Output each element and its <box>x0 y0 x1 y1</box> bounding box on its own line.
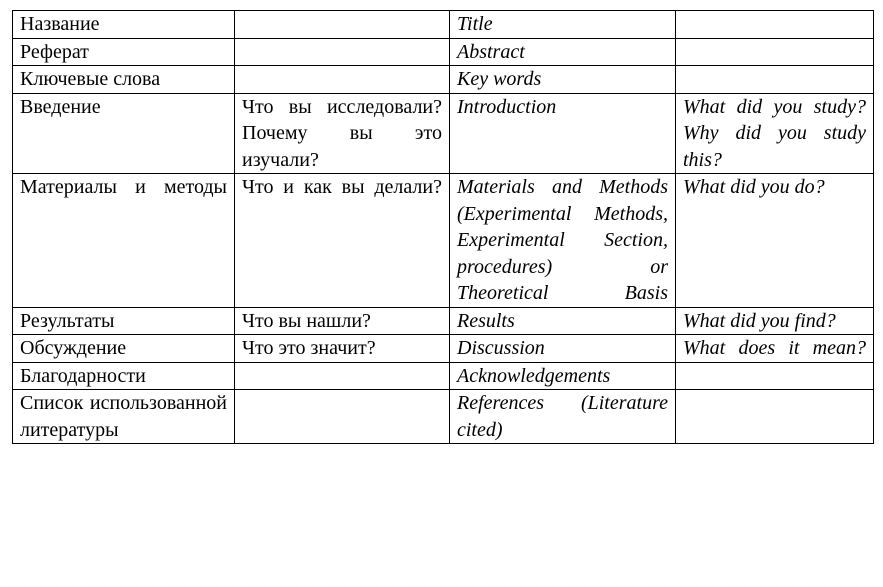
ru-question-cell <box>235 174 450 308</box>
en-question-cell <box>676 362 874 390</box>
ru-question-cell <box>235 362 450 390</box>
ru-section-cell <box>13 66 235 94</box>
en-section-cell <box>450 93 676 174</box>
en-question-cell <box>676 11 874 39</box>
en-section-cell <box>450 11 676 39</box>
en-section-cell <box>450 390 676 444</box>
ru-section-cell <box>13 93 235 174</box>
en-question-cell <box>676 38 874 66</box>
table-row <box>13 307 874 335</box>
ru-question-text: Что вы нашли? <box>242 309 371 332</box>
ru-section-cell <box>13 390 235 444</box>
ru-section-cell <box>13 362 235 390</box>
ru-section-cell <box>13 335 235 363</box>
ru-section-text: Обсуждение <box>20 337 127 359</box>
en-section-cell <box>450 66 676 94</box>
en-section-text: Title <box>457 13 493 35</box>
en-question-text: What did you do? <box>683 176 825 198</box>
en-section-cell <box>450 335 676 363</box>
en-section-cell <box>450 38 676 66</box>
table-row <box>13 93 874 174</box>
ru-question-text: Что это значит? <box>242 337 376 359</box>
en-question-cell <box>676 174 874 308</box>
table-row <box>13 174 874 308</box>
en-question-cell <box>676 390 874 444</box>
en-question-cell <box>676 93 874 174</box>
table-row <box>13 38 874 66</box>
en-section-text: References (Literature cited) <box>457 392 668 441</box>
ru-section-cell <box>13 307 235 335</box>
paper-structure-table <box>12 10 874 444</box>
en-question-text: What did you study? Why did you study this? <box>683 95 866 171</box>
table-row <box>13 66 874 94</box>
ru-question-text: Что вы исследовали? Почему вы это изучали? <box>242 95 442 171</box>
ru-section-text: Название <box>20 13 100 35</box>
en-question-cell <box>676 335 874 363</box>
en-section-text: Results <box>457 309 515 332</box>
ru-question-cell <box>235 307 450 335</box>
en-section-text: Introduction <box>457 95 557 118</box>
en-section-cell <box>450 362 676 390</box>
ru-question-cell <box>235 390 450 444</box>
ru-question-cell <box>235 66 450 94</box>
ru-section-text: Материалы и методы <box>20 176 227 198</box>
ru-section-text: Результаты <box>20 309 115 332</box>
ru-question-cell <box>235 93 450 174</box>
ru-question-cell <box>235 38 450 66</box>
ru-section-cell <box>13 174 235 308</box>
ru-section-text: Введение <box>20 95 101 118</box>
ru-section-cell <box>13 11 235 39</box>
en-section-cell <box>450 174 676 308</box>
table-row <box>13 390 874 444</box>
ru-section-text: Ключевые слова <box>20 68 161 90</box>
table-row <box>13 362 874 390</box>
ru-question-cell <box>235 335 450 363</box>
en-section-text: Materials and Methods (Experimental Methods, Experimental Section, procedures) or Theoretical Basis <box>457 176 668 304</box>
ru-question-text: Что и как вы делали? <box>242 176 442 198</box>
table-row <box>13 335 874 363</box>
en-question-text: What did you find? <box>683 309 836 332</box>
en-section-text: Discussion <box>457 337 545 359</box>
ru-section-cell <box>13 38 235 66</box>
en-section-text: Key words <box>457 68 542 90</box>
ru-section-text: Благодарности <box>20 364 146 387</box>
en-question-cell <box>676 307 874 335</box>
ru-question-cell <box>235 11 450 39</box>
ru-section-text: Реферат <box>20 40 89 63</box>
en-section-text: Abstract <box>457 40 525 63</box>
en-section-text: Acknowledgements <box>457 364 611 387</box>
table-row <box>13 11 874 39</box>
en-question-text: What does it mean? <box>683 337 866 359</box>
ru-section-text: Список использованной литературы <box>20 392 227 441</box>
en-section-cell <box>450 307 676 335</box>
en-question-cell <box>676 66 874 94</box>
